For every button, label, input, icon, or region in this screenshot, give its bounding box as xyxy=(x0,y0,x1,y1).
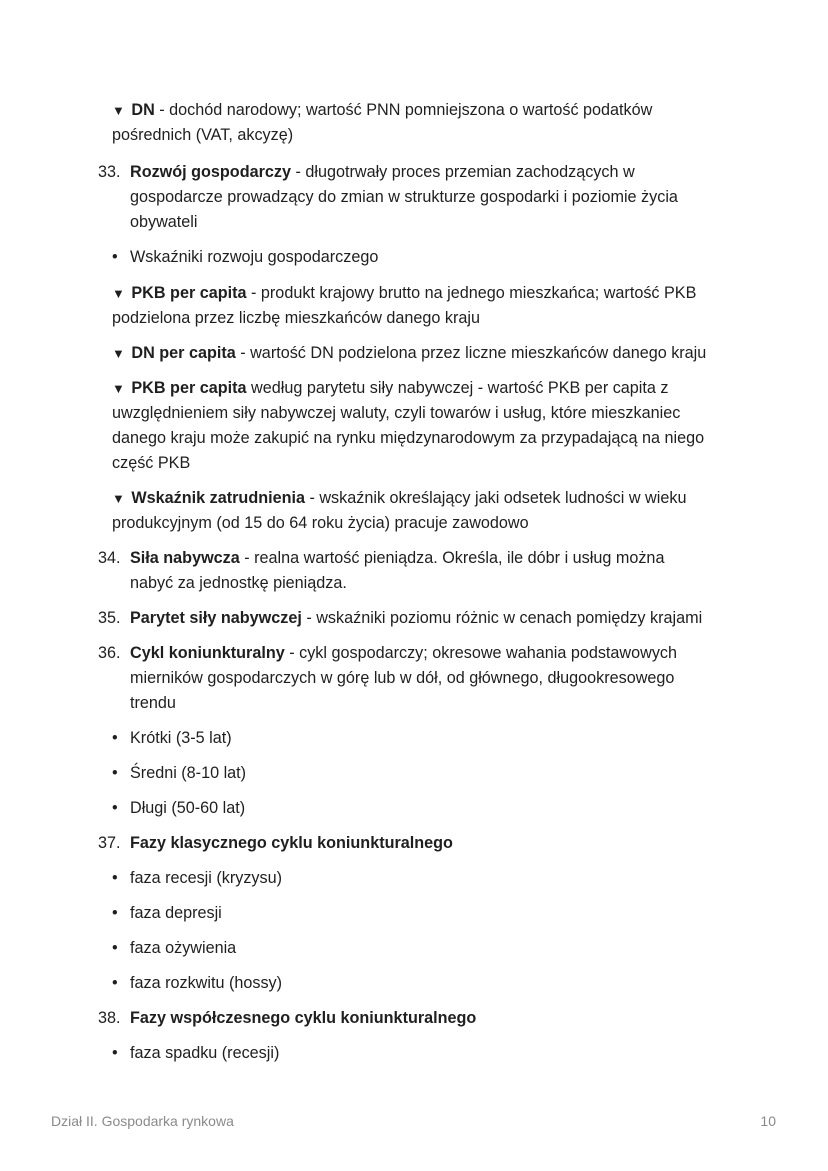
definition-text: według parytetu siły nabywczej - wartość PKB per capita z uwzględnieniem siły nabywczej waluty, czyli towarów i usług, które mieszkaniec danego kraju może zakupić na rynku międzynarodowym za przypadającą na niego część PKB xyxy=(112,379,705,472)
triangle-down-icon: ▼ xyxy=(112,381,125,396)
bullet-text: Średni (8-10 lat) xyxy=(130,764,247,782)
bullet-text: faza ożywienia xyxy=(130,939,237,957)
bullet-text: faza rozkwitu (hossy) xyxy=(130,974,283,992)
bullet-icon: • xyxy=(112,869,118,887)
definition-employment-rate xyxy=(112,486,724,536)
term: Wskaźnik zatrudnienia xyxy=(131,489,305,507)
term: Rozwój gospodarczy xyxy=(130,163,291,181)
bullet-icon: • xyxy=(112,729,118,747)
definition-text: - produkt krajowy brutto na jednego mieszkańca; wartość PKB podzielona przez liczbę mieszkańców danego kraju xyxy=(112,284,697,327)
term: DN xyxy=(131,101,155,119)
item-number: 34. xyxy=(98,549,121,567)
list-item-33 xyxy=(98,160,724,231)
definition-text: - wskaźniki poziomu różnic w cenach pomiędzy krajami xyxy=(301,609,703,627)
definition-dn-per-capita xyxy=(112,341,724,366)
definition-text: nabyć za jednostkę pieniądza. xyxy=(130,574,347,592)
item-number: 36. xyxy=(98,644,121,662)
definition-text: mierników gospodarczych w górę lub w dół, od głównego, długookresowego xyxy=(130,669,675,687)
bullet-icon: • xyxy=(112,248,118,266)
bullet-text: Krótki (3-5 lat) xyxy=(130,729,232,747)
bullet-icon: • xyxy=(112,904,118,922)
definition-text: - wskaźnik określający jaki odsetek ludności w wieku produkcyjnym (od 15 do 64 roku życia) pracuje zawodowo xyxy=(112,489,687,532)
item-number: 37. xyxy=(98,834,121,852)
definition-text: - dochód narodowy; wartość PNN pomniejszona o wartość podatków pośrednich (VAT, akcyzę) xyxy=(112,101,653,144)
item-number: 38. xyxy=(98,1009,121,1027)
triangle-down-icon: ▼ xyxy=(112,491,125,506)
term: Cykl koniunkturalny xyxy=(130,644,285,662)
definition-text: - cykl gospodarczy; okresowe wahania podstawowych xyxy=(284,644,678,662)
definition-dn xyxy=(112,98,724,148)
triangle-down-icon: ▼ xyxy=(112,103,125,118)
bullet-text: Wskaźniki rozwoju gospodarczego xyxy=(130,248,379,266)
item-number: 33. xyxy=(98,163,121,181)
item-number: 35. xyxy=(98,609,121,627)
bullet-icon: • xyxy=(112,1044,118,1062)
bullet-text: faza spadku (recesji) xyxy=(130,1044,280,1062)
term: Fazy współczesnego cyklu koniunkturalnego xyxy=(130,1009,477,1027)
list-item-37 xyxy=(98,831,724,856)
definition-text: obywateli xyxy=(130,213,198,231)
term: PKB per capita xyxy=(131,379,247,397)
term: DN per capita xyxy=(131,344,236,362)
bullet-icon: • xyxy=(112,939,118,957)
bullet-text: Długi (50-60 lat) xyxy=(130,799,246,817)
definition-text: gospodarcze prowadzący do zmian w strukturze gospodarki i poziomie życia xyxy=(130,188,678,206)
definition-text: - realna wartość pieniądza. Określa, ile dóbr i usług można xyxy=(239,549,665,567)
bullet-text: faza recesji (kryzysu) xyxy=(130,869,283,887)
triangle-down-icon: ▼ xyxy=(112,286,125,301)
bullet-icon: • xyxy=(112,764,118,782)
list-item-35 xyxy=(98,606,724,631)
list-item-36 xyxy=(98,641,724,712)
definition-text: - długotrwały proces przemian zachodzących w xyxy=(291,163,635,181)
definition-text: - wartość DN podzielona przez liczne mieszkańców danego kraju xyxy=(235,344,707,362)
bullet-text: faza depresji xyxy=(130,904,222,922)
definition-pkb-per-capita xyxy=(112,281,724,331)
list-item-34 xyxy=(98,546,724,592)
term: Fazy klasycznego cyklu koniunkturalnego xyxy=(130,834,453,852)
term: Parytet siły nabywczej xyxy=(130,609,302,627)
bullet-icon: • xyxy=(112,974,118,992)
term: PKB per capita xyxy=(131,284,247,302)
list-item-38 xyxy=(98,1006,724,1031)
definition-pkb-ppp xyxy=(112,376,724,476)
footer-section-title: Dział II. Gospodarka rynkowa xyxy=(51,1113,234,1129)
term: Siła nabywcza xyxy=(130,549,240,567)
triangle-down-icon: ▼ xyxy=(112,346,125,361)
bullet-icon: • xyxy=(112,799,118,817)
definition-text: trendu xyxy=(130,694,176,712)
footer-page-number: 10 xyxy=(760,1113,776,1129)
